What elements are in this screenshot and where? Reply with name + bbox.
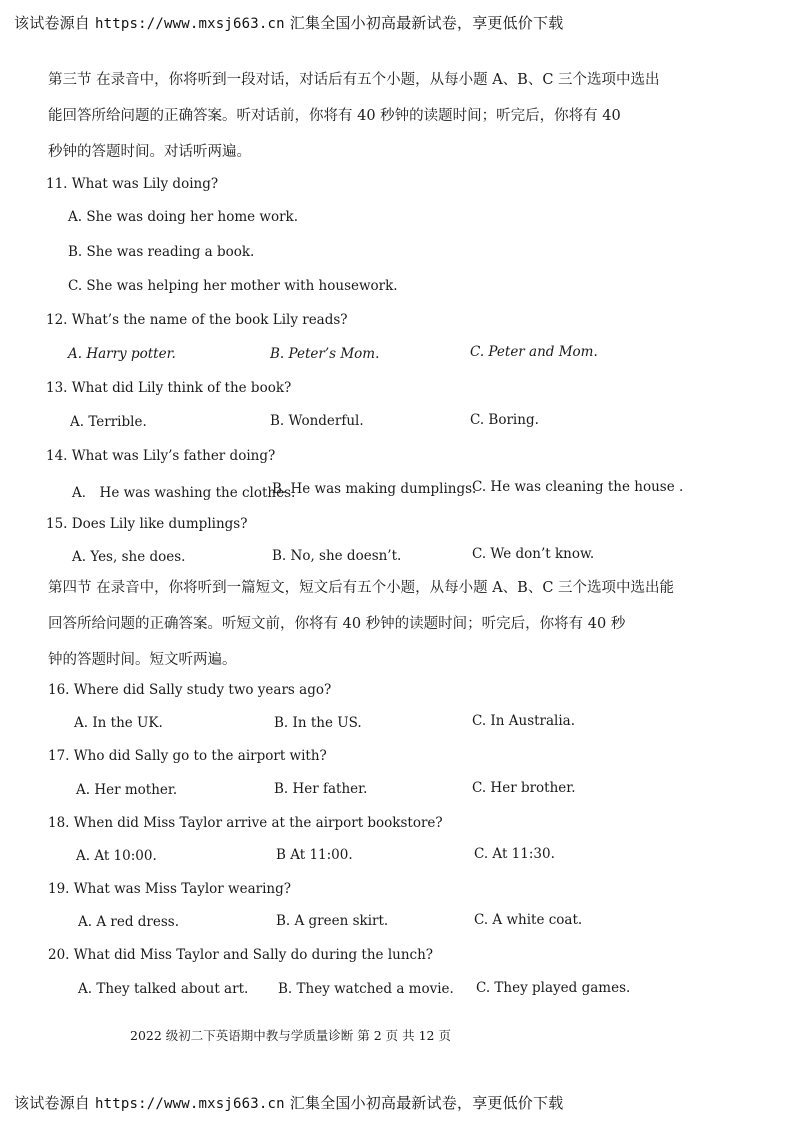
page-footer: 2022 级初二下英语期中教与学质量诊断 第 2 页 共 12 页 — [130, 1028, 451, 1043]
question-13-option-a[interactable]: A. Terrible. — [70, 414, 147, 430]
question-19-option-c[interactable]: C. A white coat. — [474, 912, 583, 928]
banner-url[interactable]: https://www.mxsj663.cn — [94, 16, 285, 32]
question-11-option-b[interactable]: B. She was reading a book. — [68, 244, 255, 260]
section-4-line-1: 第四节 在录音中，你将听到一篇短文，短文后有五个小题，从每小题 A、B、C 三个选项中选出能 — [48, 580, 675, 596]
question-11-option-a[interactable]: A. She was doing her home work. — [68, 209, 299, 225]
question-14-option-a[interactable]: A． He was washing the clothes. — [72, 485, 296, 501]
question-20-option-b[interactable]: B. They watched a movie. — [278, 981, 454, 997]
question-11: 11. What was Lily doing? — [46, 176, 219, 192]
question-20-option-c[interactable]: C. They played games. — [476, 980, 631, 996]
question-12-option-b[interactable] — [270, 346, 379, 362]
question-17-option-c[interactable]: C. Her brother. — [472, 780, 576, 796]
section-3-line-2: 能回答所给问题的正确答案。听对话前，你将有 40 秒钟的读题时间；听完后，你将有 40 — [48, 108, 621, 124]
question-18-option-b[interactable]: B At 11:00. — [276, 847, 353, 863]
section-3-instructions — [48, 62, 708, 170]
question-18: 18. When did Miss Taylor arrive at the airport bookstore? — [48, 815, 443, 831]
banner-suffix: 汇集全国小初高最新试卷，享更低价下载 — [289, 1094, 564, 1112]
question-14-option-b[interactable]: B. He was making dumplings. — [272, 481, 477, 497]
question-11-option-c[interactable]: C. She was helping her mother with housework. — [68, 278, 398, 294]
section-4-instructions — [48, 570, 708, 678]
question-16: 16. Where did Sally study two years ago? — [48, 682, 332, 698]
top-source-banner — [14, 12, 563, 33]
section-4-line-3: 钟的答题时间。短文听两遍。 — [48, 652, 237, 668]
question-15: 15. Does Lily like dumplings? — [46, 516, 248, 532]
question-12-option-b-text: B. Peter’s Mom. — [270, 346, 380, 362]
banner-prefix: 该试卷源自 — [14, 1094, 91, 1112]
question-12-option-c[interactable] — [470, 344, 598, 360]
question-12-option-c-text: C. Peter and Mom. — [470, 344, 598, 360]
question-12: 12. What’s the name of the book Lily reads? — [46, 312, 348, 328]
question-13-option-b[interactable]: B. Wonderful. — [270, 413, 364, 429]
question-15-option-c[interactable]: C. We don’t know. — [472, 546, 595, 562]
question-18-option-a[interactable]: A. At 10:00. — [76, 848, 157, 864]
question-13-option-c[interactable]: C. Boring. — [470, 412, 539, 428]
question-19-option-a[interactable]: A. A red dress. — [78, 914, 179, 930]
question-19-option-b[interactable]: B. A green skirt. — [276, 913, 389, 929]
banner-url[interactable]: https://www.mxsj663.cn — [94, 1096, 285, 1112]
question-12-option-a[interactable] — [68, 346, 176, 362]
question-14-option-c[interactable]: C. He was cleaning the house . — [472, 479, 684, 495]
question-16-option-a[interactable]: A. In the UK. — [74, 715, 163, 731]
question-19: 19. What was Miss Taylor wearing? — [48, 881, 291, 897]
question-16-option-b[interactable]: B. In the US. — [274, 715, 362, 731]
question-17-option-b[interactable]: B. Her father. — [274, 781, 368, 797]
banner-prefix: 该试卷源自 — [14, 14, 91, 32]
section-3-line-1: 第三节 在录音中，你将听到一段对话，对话后有五个小题，从每小题 A、B、C 三个选项中选出 — [48, 72, 660, 88]
question-18-option-c[interactable]: C. At 11:30. — [474, 846, 555, 862]
question-15-option-b[interactable]: B. No, she doesn’t. — [272, 548, 402, 564]
banner-suffix: 汇集全国小初高最新试卷，享更低价下载 — [289, 14, 564, 32]
question-13: 13. What did Lily think of the book? — [46, 380, 292, 396]
question-15-option-a[interactable]: A. Yes, she does. — [72, 549, 186, 565]
bottom-source-banner — [14, 1092, 563, 1113]
section-4-line-2: 回答所给问题的正确答案。听短文前，你将有 40 秒钟的读题时间；听完后，你将有 40 秒 — [48, 616, 626, 632]
question-14: 14. What was Lily’s father doing? — [46, 448, 276, 464]
question-20-option-a[interactable]: A. They talked about art. — [78, 981, 249, 997]
question-17: 17. Who did Sally go to the airport with? — [48, 748, 327, 764]
question-16-option-c[interactable]: C. In Australia. — [472, 713, 576, 729]
question-20: 20. What did Miss Taylor and Sally do during the lunch? — [48, 947, 434, 963]
section-3-line-3: 秒钟的答题时间。对话听两遍。 — [48, 144, 251, 160]
question-12-option-a-text: A. Harry potter. — [68, 346, 176, 362]
question-17-option-a[interactable]: A. Her mother. — [76, 782, 178, 798]
